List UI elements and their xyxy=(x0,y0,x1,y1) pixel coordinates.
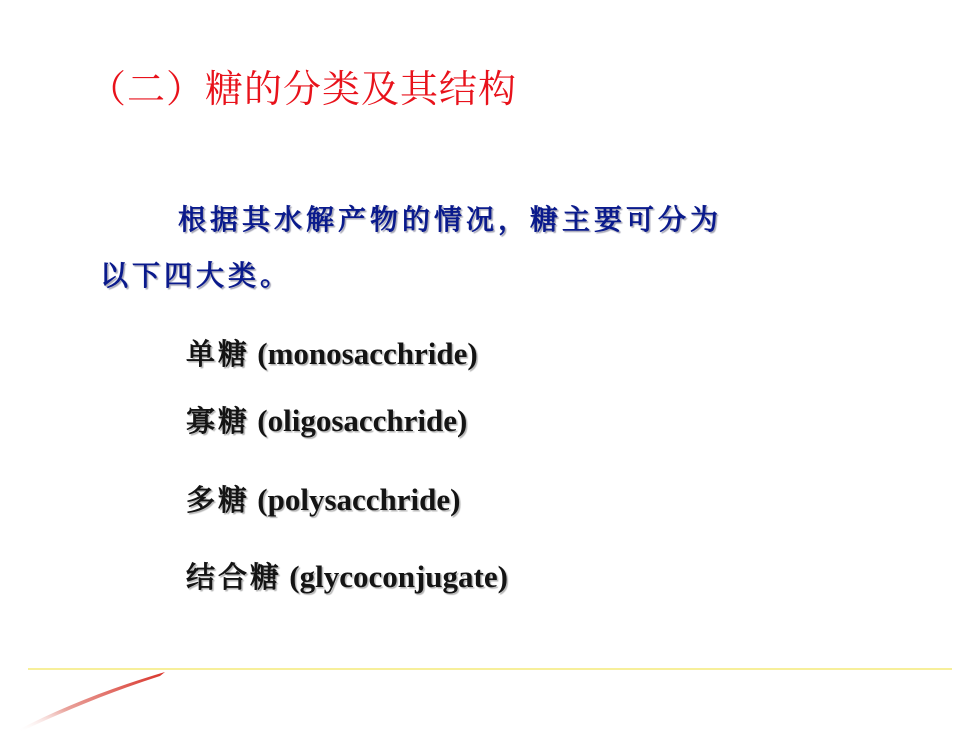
decorative-swoosh xyxy=(0,660,200,735)
category-en-label: (glycoconjugate) xyxy=(289,559,508,594)
category-zh-label: 单糖 xyxy=(186,337,251,371)
category-glycoconjugate xyxy=(186,555,508,596)
category-zh-label: 结合糖 xyxy=(186,560,283,594)
category-polysaccharide xyxy=(186,478,460,519)
category-en-label: (monosacchride) xyxy=(257,336,478,371)
category-oligosaccharide xyxy=(186,399,467,440)
intro-line-1: 根据其水解产物的情况，糖主要可分为 xyxy=(178,203,723,236)
category-zh-label: 寡糖 xyxy=(186,404,251,438)
intro-paragraph xyxy=(100,192,860,304)
category-zh-label: 多糖 xyxy=(186,483,251,517)
intro-line-2: 以下四大类。 xyxy=(100,259,293,292)
category-en-label: (oligosacchride) xyxy=(257,403,468,438)
category-en-label: (polysacchride) xyxy=(257,482,461,517)
slide-title: （二）糖的分类及其结构 xyxy=(88,67,518,111)
category-monosaccharide xyxy=(186,332,478,373)
